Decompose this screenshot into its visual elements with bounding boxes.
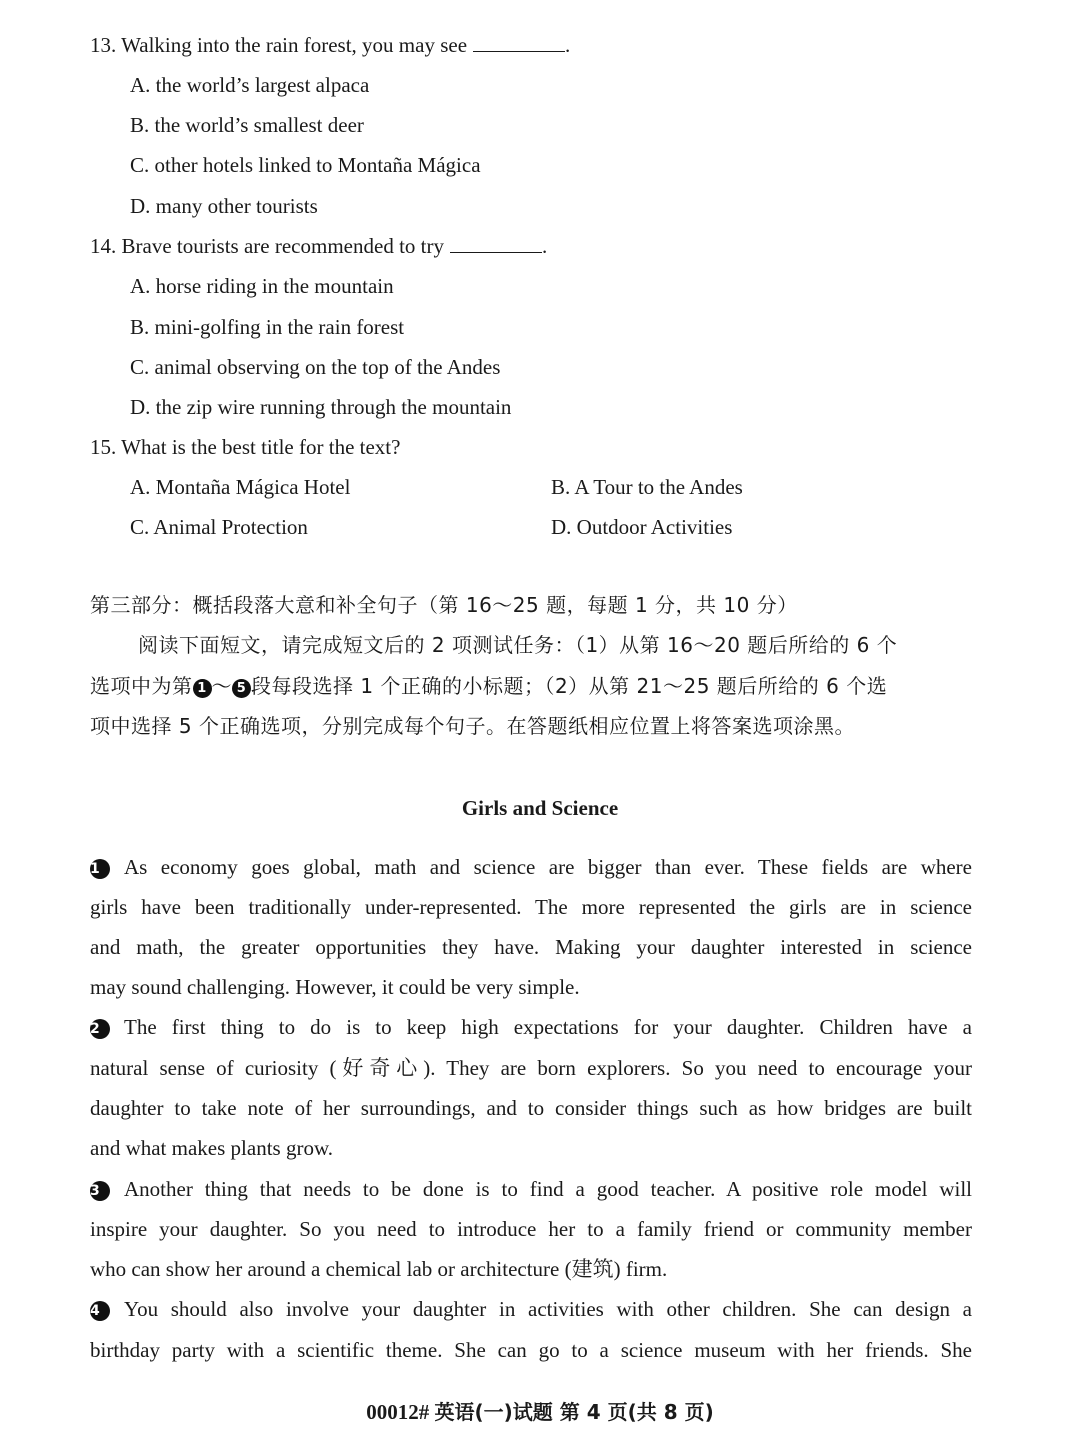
paragraph-1-line-4: may sound challenging. However, it could be very simple. — [90, 975, 580, 999]
paragraph-2-line-2: natural sense of curiosity (好奇心). They are born explorers. So you need to encourage your — [90, 1056, 972, 1080]
option-15-b: B. A Tour to the Andes — [551, 475, 743, 499]
question-stem: Brave tourists are recommended to try — [121, 234, 444, 258]
answer-blank — [473, 33, 565, 52]
option-13-d: D. many other tourists — [130, 194, 318, 218]
option-14-a: A. horse riding in the mountain — [130, 274, 394, 298]
exam-code: 00012# — [366, 1400, 430, 1424]
question-number: 14. — [90, 234, 117, 258]
option-13-b: B. the world’s smallest deer — [130, 113, 364, 137]
passage-title: Girls and Science — [461, 796, 619, 820]
option-15-c: C. Animal Protection — [130, 515, 308, 539]
section-heading: 第三部分：概括段落大意和补全句子（第 16～25 题，每题 1 分，共 10 分） — [90, 593, 798, 617]
option-13-a: A. the world’s largest alpaca — [130, 73, 370, 97]
question-14: 14. Brave tourists are recommended to try . — [90, 234, 548, 258]
instructions-line-2: 选项中为第 1 ～ 5 段每段选择 1 个正确的小标题；（2）从第 21～25 题后所给的 6 个选 — [90, 674, 888, 698]
paragraph-2-line-1: 2 The first thing to do is to keep high expectations for your daughter. Children have a — [90, 1015, 972, 1039]
question-number: 15. — [90, 435, 117, 459]
paragraph-4-line-2: birthday party with a scientific theme. She can go to a science museum with her friends. She — [90, 1338, 972, 1362]
option-14-d: D. the zip wire running through the mountain — [130, 395, 512, 419]
option-14-c: C. animal observing on the top of the Andes — [130, 355, 501, 379]
paragraph-marker-icon: 1 — [193, 679, 212, 698]
paragraph-marker-icon: 1 — [90, 859, 110, 879]
option-15-d: D. Outdoor Activities — [551, 515, 733, 539]
answer-blank — [450, 234, 542, 253]
question-13: 13. Walking into the rain forest, you may see . — [90, 33, 571, 57]
question-stem: What is the best title for the text? — [121, 435, 401, 459]
paragraph-3-line-2: inspire your daughter. So you need to introduce her to a family friend or community member — [90, 1217, 972, 1241]
paragraph-3-line-3: who can show her around a chemical lab or architecture (建筑) firm. — [90, 1257, 668, 1281]
paragraph-3-line-1: 3 Another thing that needs to be done is to find a good teacher. A positive role model will — [90, 1177, 972, 1201]
instructions-line-1: 阅读下面短文，请完成短文后的 2 项测试任务：（1）从第 16～20 题后所给的 6 个 — [138, 633, 898, 657]
option-13-c: C. other hotels linked to Montaña Mágica — [130, 153, 481, 177]
paragraph-2-line-4: and what makes plants grow. — [90, 1136, 333, 1160]
paragraph-marker-icon: 2 — [90, 1019, 110, 1039]
question-15 — [90, 434, 400, 460]
paragraph-marker-icon: 5 — [232, 679, 251, 698]
paragraph-marker-icon: 3 — [90, 1181, 110, 1201]
question-stem: Walking into the rain forest, you may see — [121, 33, 468, 57]
paragraph-4-line-1: 4 You should also involve your daughter in activities with other children. She can design a — [90, 1297, 972, 1321]
paragraph-2-line-3: daughter to take note of her surroundings, and to consider things such as how bridges are built — [90, 1096, 972, 1120]
page-footer — [0, 1396, 1080, 1425]
paragraph-1-line-2: girls have been traditionally under-represented. The more represented the girls are in science — [90, 895, 972, 919]
paragraph-1-line-1: 1 As economy goes global, math and science are bigger than ever. These fields are where — [90, 855, 972, 879]
option-14-b: B. mini-golfing in the rain forest — [130, 315, 405, 339]
paragraph-1-line-3: and math, the greater opportunities they have. Making your daughter interested in science — [90, 935, 972, 959]
option-15-a: A. Montaña Mágica Hotel — [130, 475, 351, 499]
page-info: 英语(一)试题 第 4 页(共 8 页) — [434, 1400, 714, 1424]
instructions-line-3: 项中选择 5 个正确选项，分别完成每个句子。在答题纸相应位置上将答案选项涂黑。 — [90, 714, 855, 738]
paragraph-marker-icon: 4 — [90, 1301, 110, 1321]
question-number: 13. — [90, 33, 117, 57]
